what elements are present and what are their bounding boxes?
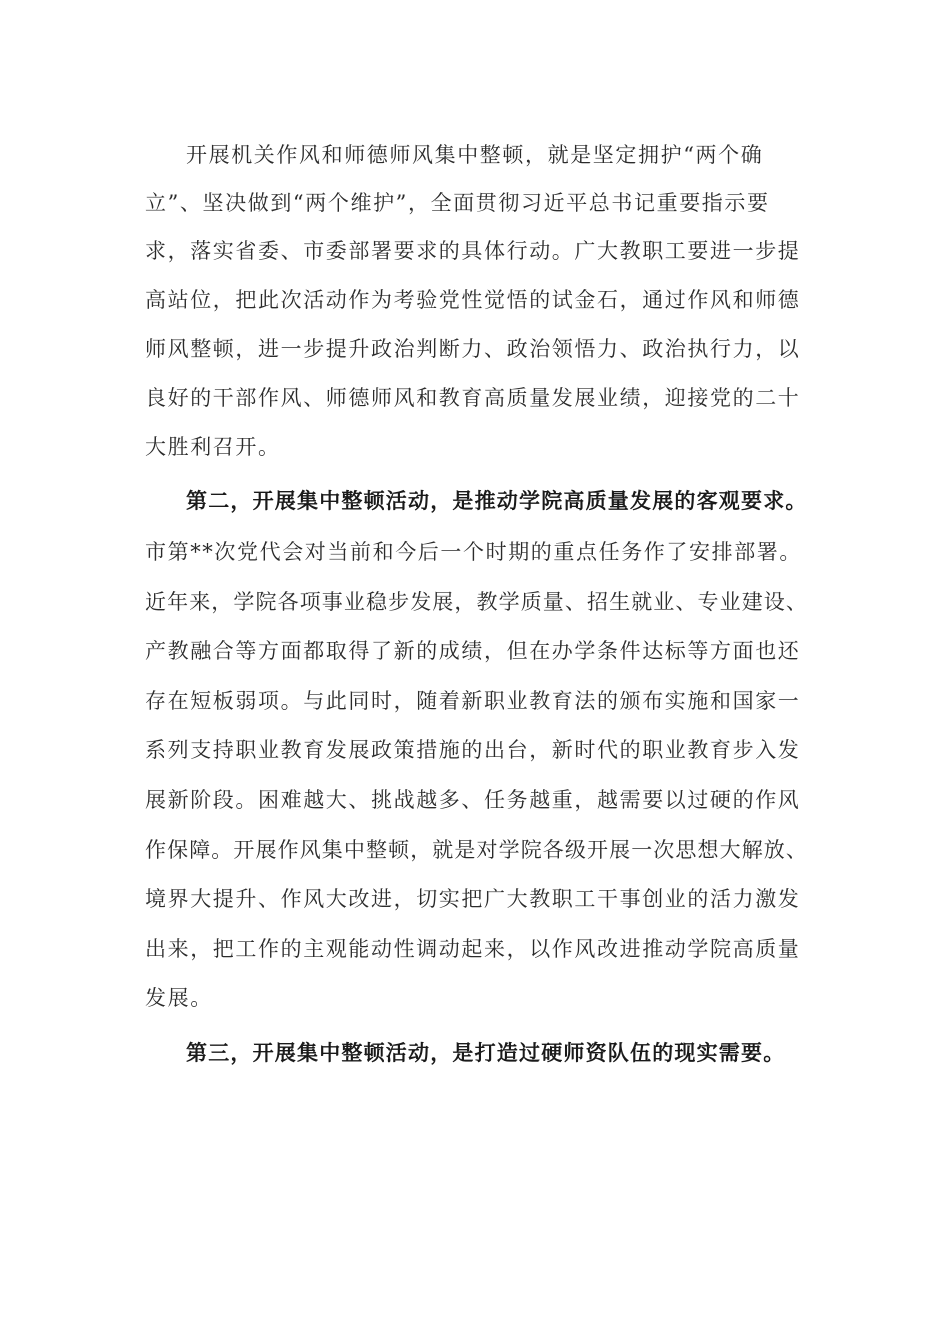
paragraph-2-line-8: 境界大提升、作风大改进，切实把广大教职工干事创业的活力激发	[145, 887, 801, 911]
paragraph-2-line-1: 市第**次党代会对当前和今后一个时期的重点任务作了安排部署。	[145, 540, 802, 564]
paragraph-2-line-10: 发展。	[145, 986, 213, 1010]
paragraph-2-line-6: 展新阶段。困难越大、挑战越多、任务越重，越需要以过硬的作风	[145, 788, 801, 812]
paragraph-1-line-6: 良好的干部作风、师德师风和教育高质量发展业绩，迎接党的二十	[145, 386, 801, 410]
section-heading-3: 第三，开展集中整顿活动，是打造过硬师资队伍的现实需要。	[186, 1041, 786, 1065]
paragraph-2-line-2: 近年来，学院各项事业稳步发展，教学质量、招生就业、专业建设、	[145, 590, 808, 614]
paragraph-2-line-9: 出来，把工作的主观能动性调动起来，以作风改进推动学院高质量	[145, 937, 801, 961]
paragraph-1-line-1: 开展机关作风和师德师风集中整顿，就是坚定拥护“两个确	[186, 143, 764, 167]
paragraph-1-line-5: 师风整顿，进一步提升政治判断力、政治领悟力、政治执行力，以	[145, 337, 801, 361]
paragraph-1-line-3: 求，落实省委、市委部署要求的具体行动。广大教职工要进一步提	[145, 239, 801, 263]
paragraph-1-line-4: 高站位，把此次活动作为考验党性觉悟的试金石，通过作风和师德	[145, 288, 801, 312]
paragraph-2-line-5: 系列支持职业教育发展政策措施的出台，新时代的职业教育步入发	[145, 738, 801, 762]
paragraph-1-line-2: 立”、坚决做到“两个维护”，全面贯彻习近平总书记重要指示要	[145, 191, 770, 215]
paragraph-2-line-7: 作保障。开展作风集中整顿，就是对学院各级开展一次思想大解放、	[145, 838, 808, 862]
paragraph-2-line-3: 产教融合等方面都取得了新的成绩，但在办学条件达标等方面也还	[145, 639, 801, 663]
paragraph-2-line-4: 存在短板弱项。与此同时，随着新职业教育法的颁布实施和国家一	[145, 689, 801, 713]
paragraph-1-line-7: 大胜利召开。	[145, 435, 281, 459]
section-heading-2: 第二，开展集中整顿活动，是推动学院高质量发展的客观要求。	[186, 489, 808, 513]
